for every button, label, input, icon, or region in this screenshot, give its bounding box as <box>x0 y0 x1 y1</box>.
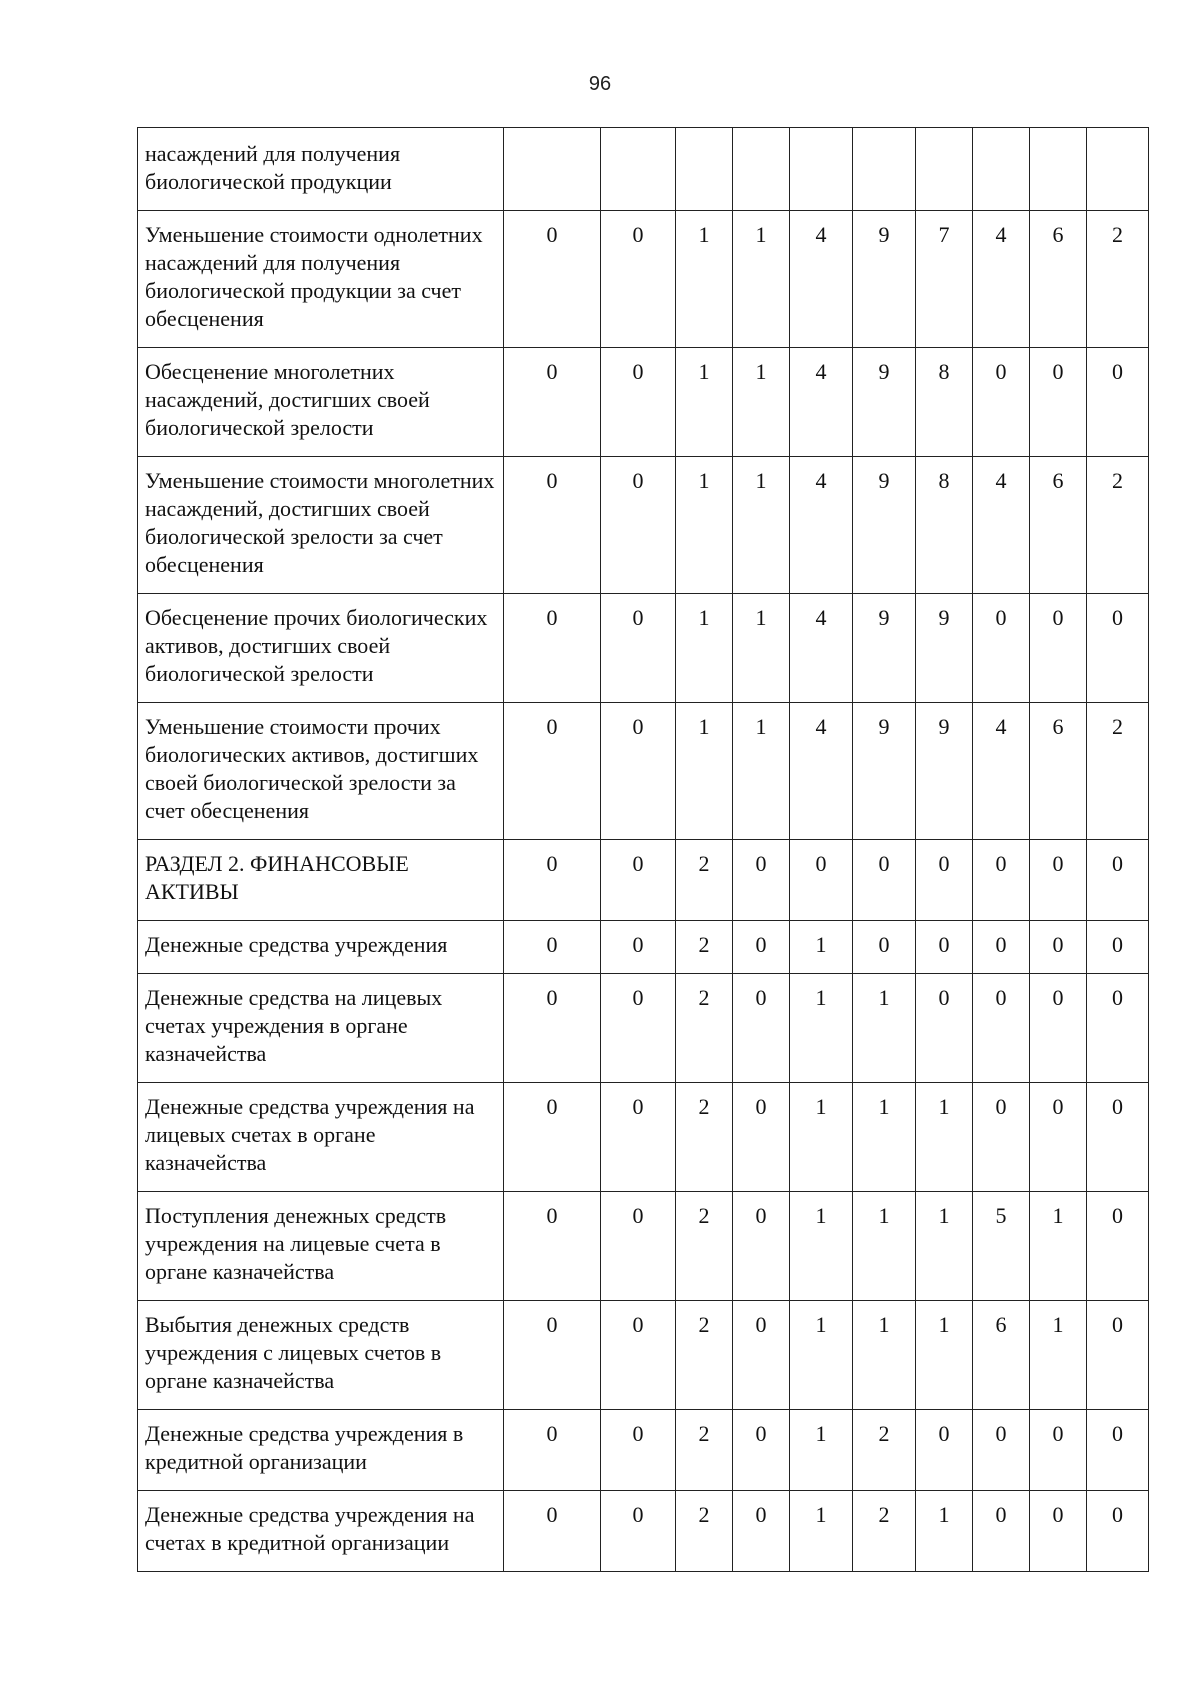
code-digit-cell: 0 <box>733 840 790 921</box>
code-digit-cell: 0 <box>733 1491 790 1572</box>
account-name-cell: Денежные средства учреждения <box>138 921 504 974</box>
code-digit-cell <box>1030 128 1087 211</box>
code-digit-cell: 2 <box>676 1192 733 1301</box>
code-digit-cell: 1 <box>1030 1192 1087 1301</box>
code-digit-cell: 1 <box>676 703 733 840</box>
code-digit-cell: 0 <box>601 348 676 457</box>
code-digit-cell: 1 <box>676 457 733 594</box>
code-digit-cell: 0 <box>601 1491 676 1572</box>
code-digit-cell: 9 <box>853 457 916 594</box>
code-digit-cell: 2 <box>1087 211 1149 348</box>
code-digit-cell: 4 <box>790 457 853 594</box>
code-digit-cell: 0 <box>504 974 601 1083</box>
code-digit-cell: 1 <box>733 594 790 703</box>
page-number: 96 <box>588 73 612 95</box>
code-digit-cell: 1 <box>916 1192 973 1301</box>
code-digit-cell <box>916 128 973 211</box>
code-digit-cell: 1 <box>790 1301 853 1410</box>
table-row <box>138 1192 1149 1301</box>
code-digit-cell: 0 <box>601 1410 676 1491</box>
table-row <box>138 703 1149 840</box>
code-digit-cell <box>790 128 853 211</box>
code-digit-cell: 0 <box>1087 1410 1149 1491</box>
account-name-cell: РАЗДЕЛ 2. ФИНАНСОВЫЕ АКТИВЫ <box>138 840 504 921</box>
code-digit-cell: 0 <box>916 921 973 974</box>
code-digit-cell: 4 <box>790 211 853 348</box>
code-digit-cell: 0 <box>504 703 601 840</box>
code-digit-cell: 0 <box>1087 840 1149 921</box>
code-digit-cell: 1 <box>1030 1301 1087 1410</box>
table-row <box>138 348 1149 457</box>
code-digit-cell: 0 <box>504 1192 601 1301</box>
code-digit-cell <box>676 128 733 211</box>
code-digit-cell: 0 <box>916 1410 973 1491</box>
code-digit-cell: 9 <box>916 594 973 703</box>
code-digit-cell: 0 <box>733 974 790 1083</box>
code-digit-cell <box>601 128 676 211</box>
code-digit-cell: 0 <box>601 457 676 594</box>
table-row <box>138 128 1149 211</box>
code-digit-cell: 2 <box>853 1410 916 1491</box>
code-digit-cell: 1 <box>853 1192 916 1301</box>
code-digit-cell: 1 <box>676 348 733 457</box>
code-digit-cell: 4 <box>973 211 1030 348</box>
code-digit-cell: 0 <box>1087 1083 1149 1192</box>
code-digit-cell: 0 <box>1030 1083 1087 1192</box>
code-digit-cell: 0 <box>1030 921 1087 974</box>
code-digit-cell: 2 <box>676 1491 733 1572</box>
code-digit-cell: 0 <box>733 1083 790 1192</box>
code-digit-cell: 9 <box>853 703 916 840</box>
code-digit-cell: 1 <box>790 1192 853 1301</box>
code-digit-cell: 4 <box>790 348 853 457</box>
code-digit-cell: 0 <box>1087 921 1149 974</box>
code-digit-cell: 2 <box>676 921 733 974</box>
code-digit-cell: 1 <box>790 1083 853 1192</box>
table-row <box>138 457 1149 594</box>
code-digit-cell: 0 <box>733 1410 790 1491</box>
code-digit-cell: 0 <box>853 921 916 974</box>
code-digit-cell: 1 <box>676 594 733 703</box>
code-digit-cell: 1 <box>790 974 853 1083</box>
code-digit-cell: 6 <box>1030 457 1087 594</box>
code-digit-cell: 0 <box>601 1192 676 1301</box>
code-digit-cell: 0 <box>1030 974 1087 1083</box>
code-digit-cell: 1 <box>916 1301 973 1410</box>
code-digit-cell: 0 <box>601 211 676 348</box>
account-name-cell: Обесценение прочих биологических активов, достигших своей биологической зрелости <box>138 594 504 703</box>
code-digit-cell: 4 <box>790 703 853 840</box>
code-digit-cell: 0 <box>504 211 601 348</box>
code-digit-cell: 0 <box>973 921 1030 974</box>
account-name-cell: Уменьшение стоимости однолетних насаждений для получения биологической продукции за счет обесценения <box>138 211 504 348</box>
code-digit-cell: 2 <box>853 1491 916 1572</box>
code-digit-cell: 0 <box>504 921 601 974</box>
account-name-cell: Обесценение многолетних насаждений, достигших своей биологической зрелости <box>138 348 504 457</box>
account-name-cell: Уменьшение стоимости прочих биологических активов, достигших своей биологической зрелости за счет обесценения <box>138 703 504 840</box>
code-digit-cell: 1 <box>733 703 790 840</box>
code-digit-cell: 0 <box>601 594 676 703</box>
code-digit-cell: 0 <box>504 457 601 594</box>
account-name-cell: Денежные средства учреждения в кредитной организации <box>138 1410 504 1491</box>
code-digit-cell: 0 <box>973 974 1030 1083</box>
code-digit-cell: 6 <box>1030 703 1087 840</box>
code-digit-cell: 0 <box>504 348 601 457</box>
account-name-cell: Денежные средства на лицевых счетах учреждения в органе казначейства <box>138 974 504 1083</box>
code-digit-cell: 0 <box>504 1083 601 1192</box>
account-name-cell: Денежные средства учреждения на счетах в кредитной организации <box>138 1491 504 1572</box>
code-digit-cell: 0 <box>853 840 916 921</box>
code-digit-cell: 1 <box>916 1083 973 1192</box>
table-row <box>138 1301 1149 1410</box>
code-digit-cell: 1 <box>853 974 916 1083</box>
table-row <box>138 211 1149 348</box>
code-digit-cell: 0 <box>1087 974 1149 1083</box>
code-digit-cell: 0 <box>973 840 1030 921</box>
code-digit-cell: 0 <box>733 1192 790 1301</box>
table-row <box>138 1410 1149 1491</box>
code-digit-cell: 0 <box>1087 1192 1149 1301</box>
code-digit-cell: 1 <box>853 1083 916 1192</box>
code-digit-cell: 0 <box>1087 1491 1149 1572</box>
code-digit-cell: 0 <box>601 1083 676 1192</box>
code-digit-cell: 0 <box>973 348 1030 457</box>
code-digit-cell: 0 <box>504 1410 601 1491</box>
code-digit-cell: 6 <box>1030 211 1087 348</box>
code-digit-cell: 2 <box>676 1301 733 1410</box>
code-digit-cell: 9 <box>916 703 973 840</box>
code-digit-cell: 9 <box>853 211 916 348</box>
table-row <box>138 840 1149 921</box>
code-digit-cell <box>973 128 1030 211</box>
code-digit-cell: 1 <box>916 1491 973 1572</box>
code-digit-cell: 4 <box>790 594 853 703</box>
code-digit-cell: 2 <box>1087 703 1149 840</box>
code-digit-cell: 0 <box>504 1491 601 1572</box>
code-digit-cell: 1 <box>853 1301 916 1410</box>
code-digit-cell: 0 <box>1030 348 1087 457</box>
code-digit-cell: 1 <box>790 1410 853 1491</box>
account-name-cell: Поступления денежных средств учреждения на лицевые счета в органе казначейства <box>138 1192 504 1301</box>
code-digit-cell: 1 <box>733 211 790 348</box>
code-digit-cell: 0 <box>790 840 853 921</box>
table-row <box>138 974 1149 1083</box>
code-digit-cell: 9 <box>853 348 916 457</box>
code-digit-cell: 2 <box>676 840 733 921</box>
code-digit-cell: 0 <box>973 594 1030 703</box>
code-digit-cell: 8 <box>916 457 973 594</box>
table-row <box>138 594 1149 703</box>
code-digit-cell: 0 <box>601 840 676 921</box>
table-row <box>138 1083 1149 1192</box>
account-codes-table <box>137 127 1149 1572</box>
code-digit-cell <box>853 128 916 211</box>
code-digit-cell <box>733 128 790 211</box>
code-digit-cell: 0 <box>733 921 790 974</box>
code-digit-cell: 9 <box>853 594 916 703</box>
code-digit-cell: 0 <box>1030 1491 1087 1572</box>
code-digit-cell <box>504 128 601 211</box>
table-row <box>138 921 1149 974</box>
account-name-cell: насаждений для получения биологической продукции <box>138 128 504 211</box>
code-digit-cell: 1 <box>790 1491 853 1572</box>
code-digit-cell: 0 <box>733 1301 790 1410</box>
code-digit-cell: 6 <box>973 1301 1030 1410</box>
code-digit-cell: 1 <box>733 348 790 457</box>
code-digit-cell: 1 <box>676 211 733 348</box>
account-name-cell: Денежные средства учреждения на лицевых счетах в органе казначейства <box>138 1083 504 1192</box>
code-digit-cell: 4 <box>973 703 1030 840</box>
code-digit-cell: 0 <box>973 1083 1030 1192</box>
code-digit-cell: 0 <box>1030 594 1087 703</box>
code-digit-cell: 2 <box>676 1083 733 1192</box>
code-digit-cell: 0 <box>504 594 601 703</box>
code-digit-cell: 0 <box>916 974 973 1083</box>
code-digit-cell: 4 <box>973 457 1030 594</box>
table-body <box>138 128 1149 1572</box>
code-digit-cell: 0 <box>916 840 973 921</box>
code-digit-cell <box>1087 128 1149 211</box>
code-digit-cell: 2 <box>676 974 733 1083</box>
account-name-cell: Выбытия денежных средств учреждения с лицевых счетов в органе казначейства <box>138 1301 504 1410</box>
code-digit-cell: 0 <box>1030 840 1087 921</box>
code-digit-cell: 0 <box>504 840 601 921</box>
code-digit-cell: 0 <box>973 1491 1030 1572</box>
table-row <box>138 1491 1149 1572</box>
account-name-cell: Уменьшение стоимости многолетних насаждений, достигших своей биологической зрелости за счет обесценения <box>138 457 504 594</box>
code-digit-cell: 5 <box>973 1192 1030 1301</box>
code-digit-cell: 8 <box>916 348 973 457</box>
code-digit-cell: 0 <box>973 1410 1030 1491</box>
code-digit-cell: 0 <box>601 703 676 840</box>
code-digit-cell: 0 <box>1087 348 1149 457</box>
code-digit-cell: 0 <box>504 1301 601 1410</box>
code-digit-cell: 0 <box>601 921 676 974</box>
code-digit-cell: 0 <box>1030 1410 1087 1491</box>
code-digit-cell: 0 <box>1087 1301 1149 1410</box>
code-digit-cell: 2 <box>1087 457 1149 594</box>
code-digit-cell: 1 <box>733 457 790 594</box>
code-digit-cell: 0 <box>601 974 676 1083</box>
code-digit-cell: 7 <box>916 211 973 348</box>
code-digit-cell: 0 <box>1087 594 1149 703</box>
code-digit-cell: 0 <box>601 1301 676 1410</box>
code-digit-cell: 2 <box>676 1410 733 1491</box>
code-digit-cell: 1 <box>790 921 853 974</box>
